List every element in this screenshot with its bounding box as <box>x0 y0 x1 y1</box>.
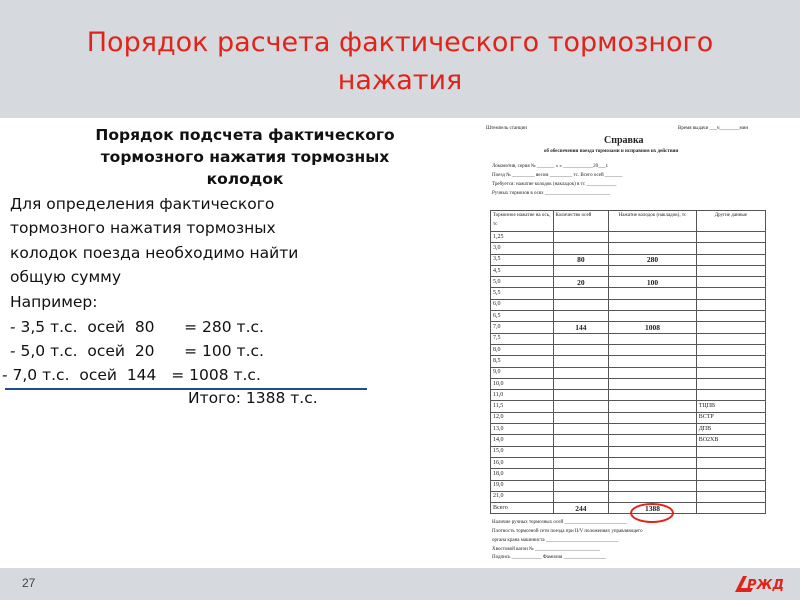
form-table-cell <box>609 457 697 468</box>
form-table-cell: 19,0 <box>491 480 554 491</box>
example-line-1: - 3,5 т.с. осей 80 = 280 т.с. <box>10 318 264 336</box>
form-table-cell <box>609 378 697 389</box>
page-number: 27 <box>22 576 36 590</box>
form-table <box>490 210 766 514</box>
form-table-cell <box>696 311 765 322</box>
page-title-line-2: нажатия <box>337 65 463 96</box>
form-table-cell: 11,5 <box>491 401 554 412</box>
form-table-row <box>491 457 766 468</box>
form-table-cell: 4,5 <box>491 265 554 276</box>
form-table-cell <box>553 412 609 423</box>
form-table-cell: 6,0 <box>491 299 554 310</box>
form-table-row <box>491 243 766 254</box>
form-table-row <box>491 491 766 502</box>
form-table-cell: 11,0 <box>491 390 554 401</box>
form-table-row <box>491 254 766 265</box>
form-line-1: Локомотив, серия № _______ « » ____________20___г. <box>492 164 609 169</box>
form-table-cell <box>696 356 765 367</box>
form-table-cell: ВСТР <box>696 412 765 423</box>
form-table-cell: ТЦПВ <box>696 401 765 412</box>
form-table-row <box>491 288 766 299</box>
header-cell: Количество осей <box>553 211 609 232</box>
rzd-logo <box>733 572 785 596</box>
form-table-row <box>491 390 766 401</box>
form-table-cell: 16,0 <box>491 457 554 468</box>
form-table-cell: 6,5 <box>491 311 554 322</box>
form-table-cell: 1008 <box>609 322 697 333</box>
form-table-cell: 1,25 <box>491 232 554 243</box>
section-heading-line-3: колодок <box>206 170 284 188</box>
form-table-cell <box>609 424 697 435</box>
logo-text: РЖД <box>747 578 785 593</box>
form-table-cell <box>609 288 697 299</box>
header-cell: Нажатие колодок (накладок), тс <box>609 211 697 232</box>
form-table-row <box>491 469 766 480</box>
form-table-row <box>491 356 766 367</box>
form-table-cell <box>553 390 609 401</box>
form-table-cell <box>553 378 609 389</box>
form-table-cell <box>553 344 609 355</box>
form-table-cell <box>696 277 765 288</box>
form-table-cell <box>553 265 609 276</box>
form-table-row <box>491 232 766 243</box>
form-table-row <box>491 412 766 423</box>
form-table-cell: 244 <box>553 503 609 514</box>
form-table-cell <box>696 322 765 333</box>
section-heading-line-1: Порядок подсчета фактического <box>95 126 395 144</box>
body-line-4: общую сумму <box>10 268 122 286</box>
form-table-cell <box>553 446 609 457</box>
form-table-cell <box>609 243 697 254</box>
form-table-cell: 18,0 <box>491 469 554 480</box>
form-table-cell: 3,5 <box>491 254 554 265</box>
form-table-cell <box>553 401 609 412</box>
form-table-cell <box>696 288 765 299</box>
form-table-cell <box>696 344 765 355</box>
form-table-cell <box>553 232 609 243</box>
form-table-row <box>491 333 766 344</box>
form-table-cell <box>609 265 697 276</box>
form-title: Справка <box>604 135 644 146</box>
form-table-cell <box>696 232 765 243</box>
form-table-cell <box>609 469 697 480</box>
footer-band <box>0 568 800 600</box>
form-table-cell: 13,0 <box>491 424 554 435</box>
form-table-cell: 15,0 <box>491 446 554 457</box>
form-table-cell <box>609 401 697 412</box>
form-table-row <box>491 277 766 288</box>
example-line-3: - 7,0 т.с. осей 144 = 1008 т.с. <box>2 366 261 384</box>
form-table-cell <box>553 480 609 491</box>
form-table-cell <box>553 424 609 435</box>
form-table-cell <box>696 469 765 480</box>
form-table-cell <box>553 469 609 480</box>
form-table-cell <box>696 265 765 276</box>
form-table-cell <box>609 446 697 457</box>
form-table-row <box>491 367 766 378</box>
body-line-2: тормозного нажатия тормозных <box>10 219 276 237</box>
form-table-cell <box>696 299 765 310</box>
form-foot-2: Плотность тормозной сети поезда при II/V положениях управляющего <box>492 529 643 534</box>
form-table-cell <box>696 243 765 254</box>
form-table-cell <box>609 435 697 446</box>
form-table-cell <box>609 356 697 367</box>
example-line-2: - 5,0 т.с. осей 20 = 100 т.с. <box>10 342 264 360</box>
form-table-row <box>491 480 766 491</box>
total-highlight-circle <box>630 503 674 523</box>
form-table-cell <box>609 311 697 322</box>
form-table-cell <box>553 367 609 378</box>
form-table-cell <box>696 378 765 389</box>
form-table-cell <box>553 333 609 344</box>
form-table-cell <box>609 491 697 502</box>
form-table-cell <box>696 457 765 468</box>
form-table-cell <box>696 254 765 265</box>
form-table-cell: 21,0 <box>491 491 554 502</box>
form-table-cell <box>553 243 609 254</box>
reference-form-image <box>482 122 780 563</box>
form-table-row <box>491 265 766 276</box>
form-table-cell: 80 <box>553 254 609 265</box>
form-table-row <box>491 446 766 457</box>
form-table-cell: 100 <box>609 277 697 288</box>
form-table-header <box>491 211 766 232</box>
form-table-cell <box>553 457 609 468</box>
form-table-cell: 8,5 <box>491 356 554 367</box>
form-table-cell <box>553 288 609 299</box>
form-table-cell: 3,0 <box>491 243 554 254</box>
form-table-cell: 144 <box>553 322 609 333</box>
form-table-cell <box>696 503 765 514</box>
form-line-2: Поезд № _________ весом _________ тс. Всего осей _______ <box>492 173 623 178</box>
form-table-row <box>491 299 766 310</box>
form-table-cell: 14,0 <box>491 435 554 446</box>
form-table-cell <box>609 480 697 491</box>
form-line-3: Требуется: нажатие колодок (накладок) в тс ____________ <box>492 182 617 187</box>
header-cell: Другие данные <box>696 211 765 232</box>
form-stamp-left: Штемпель станции <box>486 126 527 131</box>
form-table-cell: ВО2ХВ <box>696 435 765 446</box>
form-table-cell: ДПВ <box>696 424 765 435</box>
form-stamp-right: Время выдачи ___ч________мин <box>678 126 749 131</box>
form-table-cell <box>609 390 697 401</box>
form-foot-3: органа крана машиниста _____________________________ <box>492 538 619 543</box>
section-heading-line-2: тормозного нажатия тормозных <box>100 148 390 166</box>
form-foot-1: Наличие ручных тормозных осей _________________________ <box>492 520 627 525</box>
form-table-cell: 280 <box>609 254 697 265</box>
body-line-1: Для определения фактического <box>10 195 275 213</box>
form-table-cell: 7,0 <box>491 322 554 333</box>
form-table-cell: 9,0 <box>491 367 554 378</box>
body-line-3: колодок поезда необходимо найти <box>10 244 299 262</box>
form-table-row <box>491 344 766 355</box>
form-table-cell <box>609 299 697 310</box>
form-table-cell <box>553 491 609 502</box>
form-line-4: Ручных тормозов в осях __________________________ <box>492 191 610 196</box>
form-table-cell: 20 <box>553 277 609 288</box>
form-table-cell: 5,0 <box>491 277 554 288</box>
form-table-cell <box>609 232 697 243</box>
form-table-cell <box>609 333 697 344</box>
form-table-cell: 8,0 <box>491 344 554 355</box>
form-table-cell: 5,5 <box>491 288 554 299</box>
form-table-cell <box>696 333 765 344</box>
form-table-cell <box>553 356 609 367</box>
form-table-cell: 12,0 <box>491 412 554 423</box>
form-table-row <box>491 378 766 389</box>
form-foot-4: Хвостовой вагон № __________________________ <box>492 547 601 552</box>
form-table-row <box>491 401 766 412</box>
form-table-cell: 7,5 <box>491 333 554 344</box>
form-table-cell: 1388 <box>609 503 697 514</box>
form-table-cell <box>696 390 765 401</box>
form-table-cell <box>696 480 765 491</box>
form-table-cell: 10,0 <box>491 378 554 389</box>
total-line: Итого: 1388 т.с. <box>188 389 318 407</box>
page-title-line-1: Порядок расчета фактического тормозного <box>86 27 714 58</box>
form-foot-5: Подпись ____________ Фамилия _________________ <box>492 555 607 560</box>
form-subtitle: об обеспечении поезда тормозами и исправном их действии <box>544 149 679 154</box>
section-heading <box>30 124 460 190</box>
example-label: Например: <box>10 293 98 311</box>
form-table-row <box>491 503 766 514</box>
form-table-cell <box>696 491 765 502</box>
form-table-row <box>491 311 766 322</box>
form-table-cell <box>696 446 765 457</box>
form-table-cell <box>609 344 697 355</box>
form-table-cell <box>609 367 697 378</box>
form-table-row <box>491 424 766 435</box>
form-table-cell: Всего <box>491 503 554 514</box>
header-cell: Тормозное нажатие на ось, тс <box>491 211 554 232</box>
form-table-row <box>491 435 766 446</box>
form-table-row <box>491 322 766 333</box>
page-title <box>0 24 800 100</box>
form-table-cell <box>609 412 697 423</box>
form-table-cell <box>553 311 609 322</box>
form-table-cell <box>696 367 765 378</box>
form-table-cell <box>553 435 609 446</box>
form-table-cell <box>553 299 609 310</box>
